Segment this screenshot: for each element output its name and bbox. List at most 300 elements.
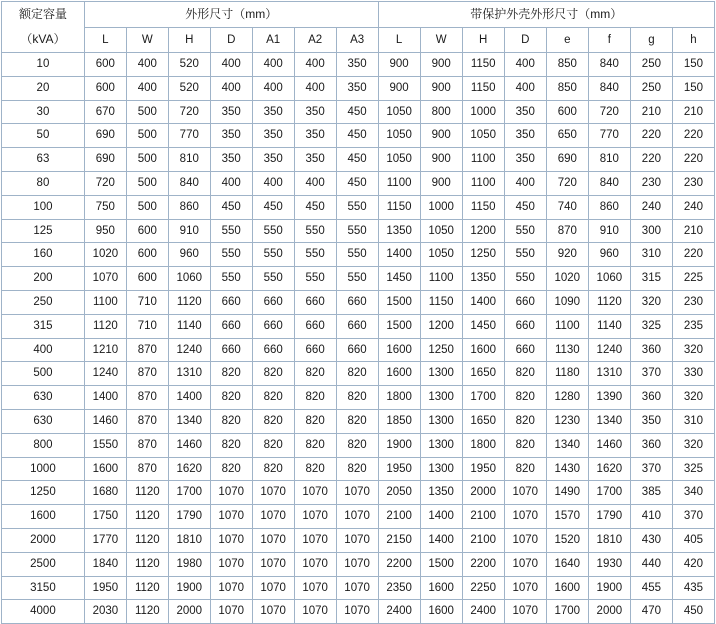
outline-dimension-cell: 550 bbox=[336, 219, 378, 243]
outline-dimension-cell: 400 bbox=[294, 53, 336, 77]
enclosure-dimension-cell: 435 bbox=[672, 576, 714, 600]
enclosure-dimension-cell: 600 bbox=[546, 100, 588, 124]
col-header-b: D bbox=[504, 28, 546, 53]
enclosure-dimension-cell: 1430 bbox=[546, 457, 588, 481]
enclosure-dimension-cell: 450 bbox=[672, 600, 714, 624]
col-header-a: L bbox=[84, 28, 126, 53]
enclosure-dimension-cell: 470 bbox=[630, 600, 672, 624]
enclosure-dimension-cell: 770 bbox=[588, 124, 630, 148]
outline-dimension-cell: 660 bbox=[252, 338, 294, 362]
outline-dimension-cell: 720 bbox=[168, 100, 210, 124]
enclosure-dimension-cell: 2100 bbox=[462, 505, 504, 529]
dimensions-table bbox=[1, 1, 715, 624]
enclosure-dimension-cell: 660 bbox=[504, 314, 546, 338]
outline-dimension-cell: 1070 bbox=[252, 600, 294, 624]
outline-dimension-cell: 450 bbox=[210, 195, 252, 219]
outline-dimension-cell: 550 bbox=[294, 243, 336, 267]
col-header-a: D bbox=[210, 28, 252, 53]
outline-dimension-cell: 1020 bbox=[84, 243, 126, 267]
outline-dimension-cell: 450 bbox=[336, 124, 378, 148]
enclosure-dimension-cell: 840 bbox=[588, 171, 630, 195]
outline-dimension-cell: 550 bbox=[336, 267, 378, 291]
col-header-b: f bbox=[588, 28, 630, 53]
enclosure-dimension-cell: 230 bbox=[672, 290, 714, 314]
enclosure-dimension-cell: 1100 bbox=[420, 267, 462, 291]
outline-dimension-cell: 1070 bbox=[336, 528, 378, 552]
outline-dimension-cell: 1810 bbox=[168, 528, 210, 552]
enclosure-dimension-cell: 250 bbox=[630, 53, 672, 77]
enclosure-dimension-cell: 1070 bbox=[504, 505, 546, 529]
outline-dimension-cell: 350 bbox=[210, 148, 252, 172]
enclosure-dimension-cell: 240 bbox=[630, 195, 672, 219]
outline-dimension-cell: 820 bbox=[252, 457, 294, 481]
enclosure-dimension-cell: 225 bbox=[672, 267, 714, 291]
enclosure-dimension-cell: 1650 bbox=[462, 362, 504, 386]
enclosure-dimension-cell: 325 bbox=[630, 314, 672, 338]
col-header-b: g bbox=[630, 28, 672, 53]
enclosure-dimension-cell: 1280 bbox=[546, 386, 588, 410]
capacity-cell: 630 bbox=[2, 409, 85, 433]
outline-dimension-cell: 1400 bbox=[84, 386, 126, 410]
enclosure-dimension-cell: 1250 bbox=[420, 338, 462, 362]
enclosure-dimension-cell: 900 bbox=[420, 124, 462, 148]
outline-dimension-cell: 820 bbox=[294, 409, 336, 433]
enclosure-dimension-cell: 1600 bbox=[546, 576, 588, 600]
col-header-a: A3 bbox=[336, 28, 378, 53]
enclosure-dimension-cell: 1050 bbox=[420, 243, 462, 267]
outline-dimension-cell: 400 bbox=[210, 171, 252, 195]
enclosure-dimension-cell: 440 bbox=[630, 552, 672, 576]
outline-dimension-cell: 400 bbox=[126, 53, 168, 77]
enclosure-dimension-cell: 2150 bbox=[378, 528, 420, 552]
table-row bbox=[2, 53, 715, 77]
outline-dimension-cell: 870 bbox=[126, 409, 168, 433]
enclosure-dimension-cell: 740 bbox=[546, 195, 588, 219]
enclosure-dimension-cell: 220 bbox=[672, 148, 714, 172]
table-row bbox=[2, 409, 715, 433]
outline-dimension-cell: 550 bbox=[252, 267, 294, 291]
enclosure-dimension-cell: 1520 bbox=[546, 528, 588, 552]
outline-dimension-cell: 670 bbox=[84, 100, 126, 124]
enclosure-dimension-cell: 320 bbox=[672, 433, 714, 457]
enclosure-dimension-cell: 320 bbox=[672, 386, 714, 410]
enclosure-dimension-cell: 2250 bbox=[462, 576, 504, 600]
outline-dimension-cell: 1120 bbox=[126, 528, 168, 552]
outline-dimension-cell: 1240 bbox=[84, 362, 126, 386]
enclosure-dimension-cell: 1300 bbox=[420, 457, 462, 481]
outline-dimension-cell: 910 bbox=[168, 219, 210, 243]
enclosure-dimension-cell: 550 bbox=[504, 267, 546, 291]
capacity-cell: 125 bbox=[2, 219, 85, 243]
outline-dimension-cell: 350 bbox=[210, 124, 252, 148]
outline-dimension-cell: 870 bbox=[126, 338, 168, 362]
outline-dimension-cell: 550 bbox=[336, 243, 378, 267]
enclosure-dimension-cell: 840 bbox=[588, 53, 630, 77]
enclosure-dimension-cell: 820 bbox=[504, 457, 546, 481]
outline-dimension-cell: 1120 bbox=[126, 481, 168, 505]
enclosure-dimension-cell: 1500 bbox=[378, 290, 420, 314]
enclosure-dimension-cell: 1120 bbox=[588, 290, 630, 314]
outline-dimension-cell: 820 bbox=[336, 362, 378, 386]
outline-dimension-cell: 550 bbox=[294, 267, 336, 291]
table-row bbox=[2, 576, 715, 600]
outline-dimension-cell: 400 bbox=[210, 76, 252, 100]
outline-dimension-cell: 820 bbox=[210, 409, 252, 433]
header-column-row bbox=[2, 28, 715, 53]
outline-dimension-cell: 1240 bbox=[168, 338, 210, 362]
outline-dimension-cell: 770 bbox=[168, 124, 210, 148]
outline-dimension-cell: 1900 bbox=[168, 576, 210, 600]
outline-dimension-cell: 1070 bbox=[336, 600, 378, 624]
enclosure-dimension-cell: 1950 bbox=[378, 457, 420, 481]
enclosure-dimension-cell: 310 bbox=[672, 409, 714, 433]
outline-dimension-cell: 1120 bbox=[126, 576, 168, 600]
enclosure-dimension-cell: 1900 bbox=[588, 576, 630, 600]
enclosure-dimension-cell: 2200 bbox=[378, 552, 420, 576]
enclosure-dimension-cell: 1500 bbox=[378, 314, 420, 338]
enclosure-dimension-cell: 1050 bbox=[420, 219, 462, 243]
enclosure-dimension-cell: 1650 bbox=[462, 409, 504, 433]
enclosure-dimension-cell: 660 bbox=[504, 338, 546, 362]
enclosure-dimension-cell: 300 bbox=[630, 219, 672, 243]
enclosure-dimension-cell: 1150 bbox=[462, 195, 504, 219]
enclosure-dimension-cell: 900 bbox=[420, 148, 462, 172]
enclosure-dimension-cell: 1350 bbox=[420, 481, 462, 505]
outline-dimension-cell: 710 bbox=[126, 290, 168, 314]
outline-dimension-cell: 350 bbox=[294, 148, 336, 172]
enclosure-dimension-cell: 2000 bbox=[588, 600, 630, 624]
table-row bbox=[2, 481, 715, 505]
outline-dimension-cell: 720 bbox=[84, 171, 126, 195]
group-header-enclosure: 带保护外壳外形尺寸（mm） bbox=[378, 2, 714, 28]
outline-dimension-cell: 1120 bbox=[168, 290, 210, 314]
enclosure-dimension-cell: 910 bbox=[588, 219, 630, 243]
enclosure-dimension-cell: 1600 bbox=[378, 362, 420, 386]
enclosure-dimension-cell: 720 bbox=[588, 100, 630, 124]
enclosure-dimension-cell: 2100 bbox=[462, 528, 504, 552]
outline-dimension-cell: 500 bbox=[126, 148, 168, 172]
enclosure-dimension-cell: 900 bbox=[420, 76, 462, 100]
capacity-cell: 1000 bbox=[2, 457, 85, 481]
enclosure-dimension-cell: 1900 bbox=[378, 433, 420, 457]
enclosure-dimension-cell: 810 bbox=[588, 148, 630, 172]
outline-dimension-cell: 1140 bbox=[168, 314, 210, 338]
table-row bbox=[2, 219, 715, 243]
enclosure-dimension-cell: 455 bbox=[630, 576, 672, 600]
outline-dimension-cell: 600 bbox=[84, 53, 126, 77]
col-header-b: L bbox=[378, 28, 420, 53]
enclosure-dimension-cell: 360 bbox=[630, 386, 672, 410]
enclosure-dimension-cell: 1000 bbox=[420, 195, 462, 219]
outline-dimension-cell: 450 bbox=[336, 171, 378, 195]
outline-dimension-cell: 1120 bbox=[126, 600, 168, 624]
col-header-b: h bbox=[672, 28, 714, 53]
capacity-cell: 500 bbox=[2, 362, 85, 386]
outline-dimension-cell: 660 bbox=[294, 338, 336, 362]
enclosure-dimension-cell: 820 bbox=[504, 409, 546, 433]
enclosure-dimension-cell: 1640 bbox=[546, 552, 588, 576]
outline-dimension-cell: 350 bbox=[252, 148, 294, 172]
enclosure-dimension-cell: 1050 bbox=[462, 124, 504, 148]
enclosure-dimension-cell: 1800 bbox=[462, 433, 504, 457]
outline-dimension-cell: 870 bbox=[126, 433, 168, 457]
enclosure-dimension-cell: 850 bbox=[546, 76, 588, 100]
outline-dimension-cell: 1750 bbox=[84, 505, 126, 529]
enclosure-dimension-cell: 150 bbox=[672, 76, 714, 100]
enclosure-dimension-cell: 240 bbox=[672, 195, 714, 219]
outline-dimension-cell: 550 bbox=[210, 243, 252, 267]
outline-dimension-cell: 660 bbox=[210, 314, 252, 338]
outline-dimension-cell: 660 bbox=[336, 314, 378, 338]
outline-dimension-cell: 870 bbox=[126, 457, 168, 481]
col-header-a: A2 bbox=[294, 28, 336, 53]
enclosure-dimension-cell: 650 bbox=[546, 124, 588, 148]
enclosure-dimension-cell: 900 bbox=[378, 76, 420, 100]
enclosure-dimension-cell: 230 bbox=[630, 171, 672, 195]
enclosure-dimension-cell: 1810 bbox=[588, 528, 630, 552]
enclosure-dimension-cell: 210 bbox=[630, 100, 672, 124]
enclosure-dimension-cell: 2000 bbox=[462, 481, 504, 505]
enclosure-dimension-cell: 1450 bbox=[462, 314, 504, 338]
outline-dimension-cell: 860 bbox=[168, 195, 210, 219]
enclosure-dimension-cell: 1070 bbox=[504, 600, 546, 624]
enclosure-dimension-cell: 690 bbox=[546, 148, 588, 172]
enclosure-dimension-cell: 220 bbox=[630, 124, 672, 148]
outline-dimension-cell: 1310 bbox=[168, 362, 210, 386]
outline-dimension-cell: 820 bbox=[210, 386, 252, 410]
enclosure-dimension-cell: 1600 bbox=[462, 338, 504, 362]
outline-dimension-cell: 1070 bbox=[336, 505, 378, 529]
outline-dimension-cell: 1210 bbox=[84, 338, 126, 362]
enclosure-dimension-cell: 1570 bbox=[546, 505, 588, 529]
outline-dimension-cell: 600 bbox=[126, 219, 168, 243]
outline-dimension-cell: 1400 bbox=[168, 386, 210, 410]
outline-dimension-cell: 400 bbox=[294, 76, 336, 100]
outline-dimension-cell: 840 bbox=[168, 171, 210, 195]
enclosure-dimension-cell: 1130 bbox=[546, 338, 588, 362]
enclosure-dimension-cell: 860 bbox=[588, 195, 630, 219]
enclosure-dimension-cell: 400 bbox=[504, 76, 546, 100]
enclosure-dimension-cell: 960 bbox=[588, 243, 630, 267]
outline-dimension-cell: 1840 bbox=[84, 552, 126, 576]
capacity-cell: 200 bbox=[2, 267, 85, 291]
enclosure-dimension-cell: 370 bbox=[630, 457, 672, 481]
outline-dimension-cell: 500 bbox=[126, 195, 168, 219]
enclosure-dimension-cell: 1150 bbox=[420, 290, 462, 314]
enclosure-dimension-cell: 1240 bbox=[588, 338, 630, 362]
outline-dimension-cell: 1770 bbox=[84, 528, 126, 552]
enclosure-dimension-cell: 1700 bbox=[588, 481, 630, 505]
table-row bbox=[2, 600, 715, 624]
enclosure-dimension-cell: 820 bbox=[504, 386, 546, 410]
outline-dimension-cell: 520 bbox=[168, 76, 210, 100]
enclosure-dimension-cell: 660 bbox=[504, 290, 546, 314]
outline-dimension-cell: 1100 bbox=[84, 290, 126, 314]
enclosure-dimension-cell: 820 bbox=[504, 433, 546, 457]
enclosure-dimension-cell: 1490 bbox=[546, 481, 588, 505]
table-row bbox=[2, 362, 715, 386]
outline-dimension-cell: 1070 bbox=[252, 576, 294, 600]
outline-dimension-cell: 1070 bbox=[294, 552, 336, 576]
enclosure-dimension-cell: 2050 bbox=[378, 481, 420, 505]
enclosure-dimension-cell: 920 bbox=[546, 243, 588, 267]
enclosure-dimension-cell: 720 bbox=[546, 171, 588, 195]
enclosure-dimension-cell: 430 bbox=[630, 528, 672, 552]
outline-dimension-cell: 450 bbox=[252, 195, 294, 219]
enclosure-dimension-cell: 1020 bbox=[546, 267, 588, 291]
outline-dimension-cell: 820 bbox=[294, 433, 336, 457]
outline-dimension-cell: 660 bbox=[210, 338, 252, 362]
enclosure-dimension-cell: 310 bbox=[630, 243, 672, 267]
enclosure-dimension-cell: 1140 bbox=[588, 314, 630, 338]
enclosure-dimension-cell: 1790 bbox=[588, 505, 630, 529]
outline-dimension-cell: 1070 bbox=[336, 481, 378, 505]
enclosure-dimension-cell: 220 bbox=[672, 243, 714, 267]
enclosure-dimension-cell: 350 bbox=[504, 124, 546, 148]
capacity-header-unit: （kVA） bbox=[20, 32, 66, 46]
enclosure-dimension-cell: 1050 bbox=[378, 124, 420, 148]
table-row bbox=[2, 171, 715, 195]
enclosure-dimension-cell: 1150 bbox=[462, 76, 504, 100]
outline-dimension-cell: 550 bbox=[294, 219, 336, 243]
capacity-cell: 20 bbox=[2, 76, 85, 100]
enclosure-dimension-cell: 1310 bbox=[588, 362, 630, 386]
capacity-header-title: 额定容量 bbox=[18, 7, 67, 21]
table-row bbox=[2, 100, 715, 124]
col-header-b: W bbox=[420, 28, 462, 53]
enclosure-dimension-cell: 1150 bbox=[378, 195, 420, 219]
outline-dimension-cell: 820 bbox=[210, 433, 252, 457]
enclosure-dimension-cell: 1350 bbox=[462, 267, 504, 291]
enclosure-dimension-cell: 220 bbox=[672, 124, 714, 148]
enclosure-dimension-cell: 1100 bbox=[378, 171, 420, 195]
enclosure-dimension-cell: 1600 bbox=[420, 600, 462, 624]
outline-dimension-cell: 1120 bbox=[126, 552, 168, 576]
outline-dimension-cell: 660 bbox=[252, 314, 294, 338]
capacity-cell: 315 bbox=[2, 314, 85, 338]
outline-dimension-cell: 1070 bbox=[84, 267, 126, 291]
table-row bbox=[2, 433, 715, 457]
capacity-cell: 2500 bbox=[2, 552, 85, 576]
enclosure-dimension-cell: 1620 bbox=[588, 457, 630, 481]
enclosure-dimension-cell: 405 bbox=[672, 528, 714, 552]
outline-dimension-cell: 1070 bbox=[294, 505, 336, 529]
outline-dimension-cell: 1070 bbox=[252, 552, 294, 576]
enclosure-dimension-cell: 220 bbox=[630, 148, 672, 172]
outline-dimension-cell: 750 bbox=[84, 195, 126, 219]
outline-dimension-cell: 1070 bbox=[252, 481, 294, 505]
col-header-a: W bbox=[126, 28, 168, 53]
outline-dimension-cell: 1070 bbox=[210, 505, 252, 529]
outline-dimension-cell: 820 bbox=[336, 457, 378, 481]
col-header-a: H bbox=[168, 28, 210, 53]
table-row bbox=[2, 505, 715, 529]
outline-dimension-cell: 550 bbox=[336, 195, 378, 219]
enclosure-dimension-cell: 370 bbox=[630, 362, 672, 386]
outline-dimension-cell: 450 bbox=[336, 148, 378, 172]
enclosure-dimension-cell: 1230 bbox=[546, 409, 588, 433]
capacity-cell: 10 bbox=[2, 53, 85, 77]
enclosure-dimension-cell: 1100 bbox=[462, 171, 504, 195]
enclosure-dimension-cell: 320 bbox=[630, 290, 672, 314]
header-group-row bbox=[2, 2, 715, 28]
enclosure-dimension-cell: 1400 bbox=[420, 505, 462, 529]
outline-dimension-cell: 400 bbox=[252, 171, 294, 195]
enclosure-dimension-cell: 850 bbox=[546, 53, 588, 77]
enclosure-dimension-cell: 800 bbox=[420, 100, 462, 124]
enclosure-dimension-cell: 1340 bbox=[588, 409, 630, 433]
table-row bbox=[2, 552, 715, 576]
outline-dimension-cell: 1120 bbox=[126, 505, 168, 529]
outline-dimension-cell: 1070 bbox=[210, 600, 252, 624]
outline-dimension-cell: 1070 bbox=[252, 505, 294, 529]
outline-dimension-cell: 690 bbox=[84, 148, 126, 172]
enclosure-dimension-cell: 1090 bbox=[546, 290, 588, 314]
table-row bbox=[2, 528, 715, 552]
outline-dimension-cell: 400 bbox=[126, 76, 168, 100]
outline-dimension-cell: 1060 bbox=[168, 267, 210, 291]
capacity-cell: 50 bbox=[2, 124, 85, 148]
enclosure-dimension-cell: 1700 bbox=[546, 600, 588, 624]
outline-dimension-cell: 710 bbox=[126, 314, 168, 338]
table-row bbox=[2, 76, 715, 100]
enclosure-dimension-cell: 1070 bbox=[504, 576, 546, 600]
outline-dimension-cell: 820 bbox=[294, 386, 336, 410]
outline-dimension-cell: 820 bbox=[294, 457, 336, 481]
enclosure-dimension-cell: 325 bbox=[672, 457, 714, 481]
enclosure-dimension-cell: 1600 bbox=[420, 576, 462, 600]
outline-dimension-cell: 1460 bbox=[168, 433, 210, 457]
outline-dimension-cell: 2030 bbox=[84, 600, 126, 624]
outline-dimension-cell: 1120 bbox=[84, 314, 126, 338]
enclosure-dimension-cell: 1180 bbox=[546, 362, 588, 386]
outline-dimension-cell: 1680 bbox=[84, 481, 126, 505]
enclosure-dimension-cell: 150 bbox=[672, 53, 714, 77]
group-header-outline: 外形尺寸（mm） bbox=[84, 2, 378, 28]
outline-dimension-cell: 350 bbox=[336, 76, 378, 100]
enclosure-dimension-cell: 1070 bbox=[504, 481, 546, 505]
outline-dimension-cell: 350 bbox=[252, 124, 294, 148]
enclosure-dimension-cell: 350 bbox=[504, 148, 546, 172]
table-row bbox=[2, 457, 715, 481]
enclosure-dimension-cell: 420 bbox=[672, 552, 714, 576]
outline-dimension-cell: 1070 bbox=[294, 528, 336, 552]
outline-dimension-cell: 1980 bbox=[168, 552, 210, 576]
capacity-cell: 1250 bbox=[2, 481, 85, 505]
enclosure-dimension-cell: 350 bbox=[504, 100, 546, 124]
enclosure-dimension-cell: 320 bbox=[672, 338, 714, 362]
outline-dimension-cell: 1460 bbox=[84, 409, 126, 433]
capacity-cell: 250 bbox=[2, 290, 85, 314]
outline-dimension-cell: 1950 bbox=[84, 576, 126, 600]
outline-dimension-cell: 820 bbox=[336, 409, 378, 433]
outline-dimension-cell: 600 bbox=[126, 267, 168, 291]
table-header bbox=[2, 2, 715, 53]
outline-dimension-cell: 820 bbox=[210, 362, 252, 386]
outline-dimension-cell: 400 bbox=[252, 53, 294, 77]
outline-dimension-cell: 400 bbox=[294, 171, 336, 195]
outline-dimension-cell: 660 bbox=[294, 290, 336, 314]
enclosure-dimension-cell: 2100 bbox=[378, 505, 420, 529]
enclosure-dimension-cell: 250 bbox=[630, 76, 672, 100]
capacity-cell: 3150 bbox=[2, 576, 85, 600]
enclosure-dimension-cell: 1350 bbox=[378, 219, 420, 243]
enclosure-dimension-cell: 1390 bbox=[588, 386, 630, 410]
enclosure-dimension-cell: 1340 bbox=[546, 433, 588, 457]
outline-dimension-cell: 1070 bbox=[210, 481, 252, 505]
outline-dimension-cell: 660 bbox=[252, 290, 294, 314]
capacity-cell: 160 bbox=[2, 243, 85, 267]
